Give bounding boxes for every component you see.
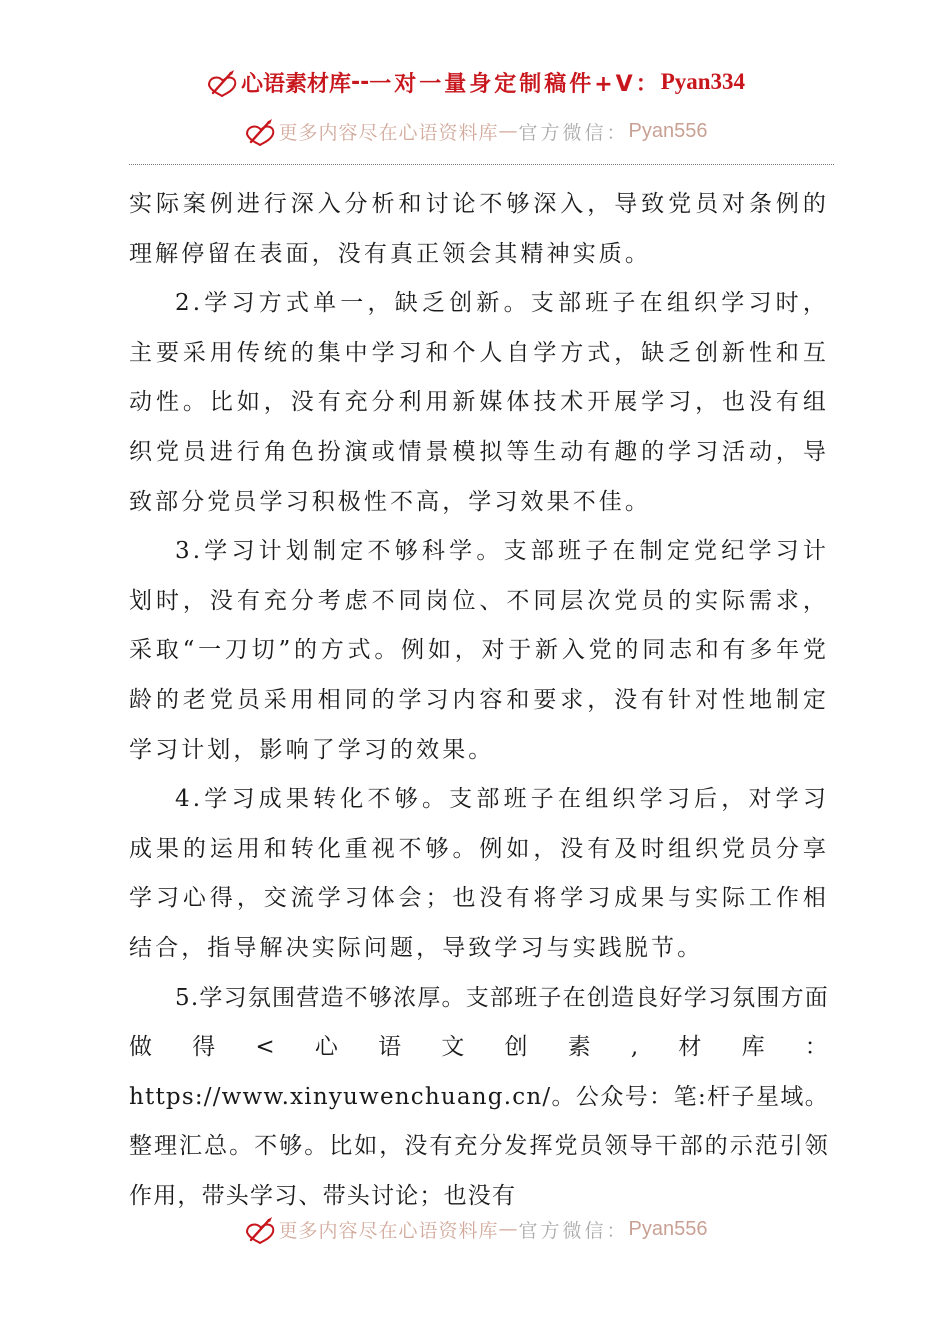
promo-wechat-id: Pyan556: [628, 119, 708, 142]
promo-banner: [0, 112, 950, 150]
paragraph-item-3: 3.学习计划制定不够科学。支部班子在制定党纪学习计划时，没有充分考虑不同岗位、不同层次党员的实际需求，采取“一刀切”的方式。例如，对于新入党的同志和有多年党龄的老党员采用相同的学习内容和要求，没有针对性地制定学习计划，影响了学习的效果。: [129, 538, 829, 763]
wechat-id: Pyan334: [660, 69, 746, 94]
promo-text: 更多内容尽在心语资料库: [278, 121, 499, 144]
header-divider: [129, 164, 834, 165]
paragraph-item-5: 5.学习氛围营造不够浓厚。支部班子在创造良好学习氛围方面做得<心语文创素,材库：https://www.xinyuwenchuang.cn/。公众号：笔:杆子星域。整理汇总。不够。比如，没有充分发挥党员领导干部的示范引领作用，带头学习、带头讨论；也没有: [129, 984, 829, 1209]
footer-wechat-id: Pyan556: [628, 1217, 708, 1240]
pen-heart-logo-icon: [243, 1214, 277, 1244]
footer-promo-text: 更多内容尽在心语资料库: [278, 1219, 499, 1242]
page-header: [0, 62, 950, 102]
brand-separator: --: [350, 69, 370, 95]
document-body: [129, 180, 829, 1221]
promo-dash: —: [498, 120, 519, 142]
footer-wechat-label: 官方微信：: [518, 1219, 629, 1242]
promo-wechat-label: 官方微信：: [518, 121, 629, 144]
paragraph-item-4: 4.学习成果转化不够。支部班子在组织学习后，对学习成果的运用和转化重视不够。例如，没有及时组织党员分享学习心得，交流学习体会；也没有将学习成果与实际工作相结合，指导解决实际问题，导致学习与实践脱节。: [129, 786, 829, 961]
brand-slogan: 一对一量身定制稿件: [369, 71, 595, 97]
page-footer: [0, 1210, 950, 1248]
footer-dash: —: [498, 1218, 519, 1240]
wechat-label: +V：: [594, 71, 661, 97]
pen-heart-logo-icon: [205, 67, 239, 97]
brand-name: 心语素材库: [240, 71, 351, 97]
paragraph-continued: 实际案例进行深入分析和讨论不够深入，导致党员对条例的理解停留在表面，没有真正领会其精神实质。: [129, 191, 829, 267]
paragraph-item-2: 2.学习方式单一，缺乏创新。支部班子在组织学习时，主要采用传统的集中学习和个人自学方式，缺乏创新性和互动性。比如，没有充分利用新媒体技术开展学习，也没有组织党员进行角色扮演或情景模拟等生动有趣的学习活动，导致部分党员学习积极性不高，学习效果不佳。: [129, 290, 829, 515]
pen-heart-logo-icon: [243, 116, 277, 146]
